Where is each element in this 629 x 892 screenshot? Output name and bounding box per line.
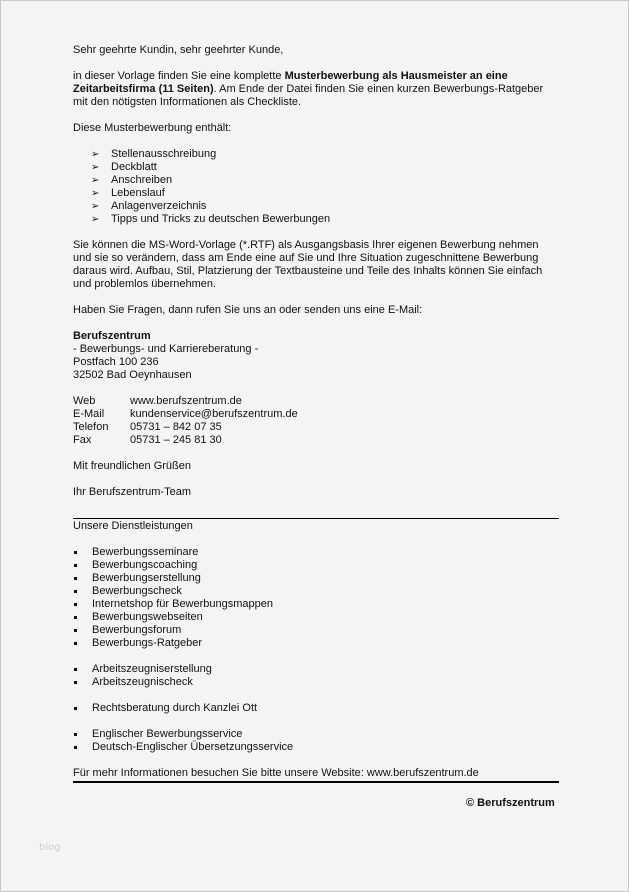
arrow-bullet-icon: ➢: [91, 175, 100, 186]
square-bullet-icon: [74, 642, 77, 645]
services-list-4: [73, 728, 559, 754]
arrow-bullet-icon: ➢: [91, 162, 100, 173]
list-item-label: Lebenslauf: [111, 187, 165, 199]
postbox: Postfach 100 236: [73, 356, 159, 368]
intro-paragraph: [73, 70, 559, 109]
square-bullet-icon: [74, 707, 77, 710]
list-item-label: Bewerbungsseminare: [92, 546, 199, 558]
usage-line: daraus wird. Aufbau, Stil, Platzierung der Textbausteine und Teile des Inhalts können Sie einfach: [73, 265, 543, 277]
services-list-2: [73, 663, 559, 689]
list-item: [73, 728, 559, 741]
list-item: [73, 174, 559, 187]
footer-info: Für mehr Informationen besuchen Sie bitte unsere Website: www.berufszentrum.de: [73, 767, 479, 779]
contact-block: [73, 395, 559, 447]
list-item-label: Deckblatt: [111, 161, 157, 173]
square-bullet-icon: [74, 590, 77, 593]
services-list-3: [73, 702, 559, 715]
contact-row-fax: [73, 434, 559, 447]
square-bullet-icon: [74, 577, 77, 580]
list-item-label: Tipps und Tricks zu deutschen Bewerbungen: [111, 213, 331, 225]
arrow-bullet-icon: ➢: [91, 214, 100, 225]
square-bullet-icon: [74, 733, 77, 736]
list-item-label: Bewerbungsforum: [92, 624, 182, 636]
copyright: © Berufszentrum: [466, 797, 555, 809]
phone-value: 05731 – 842 07 35: [130, 421, 222, 433]
square-bullet-icon: [74, 564, 77, 567]
contact-row-email: [73, 408, 559, 421]
square-bullet-icon: [74, 603, 77, 606]
list-item: [73, 702, 559, 715]
contact-row-phone: [73, 421, 559, 434]
arrow-bullet-icon: ➢: [91, 188, 100, 199]
email-link[interactable]: kundenservice@berufszentrum.de: [130, 408, 298, 420]
list-item-label: Rechtsberatung durch Kanzlei Ott: [92, 702, 258, 714]
intro-bold-title: Musterbewerbung als Hausmeister an eine: [284, 70, 508, 82]
usage-line: und problemlos übernehmen.: [73, 278, 217, 290]
arrow-bullet-icon: ➢: [91, 201, 100, 212]
footer-divider: [73, 781, 559, 783]
intro-bold-pages: Zeitarbeitsfirma (11 Seiten): [73, 83, 214, 95]
greeting: Sehr geehrte Kundin, sehr geehrter Kunde,: [73, 44, 284, 56]
intro-text-2: . Am Ende der Datei finden Sie einen kurzen Bewerbungs-Ratgeber: [213, 83, 544, 95]
list-item-label: Internetshop für Bewerbungsmappen: [92, 598, 274, 610]
contact-label: E-Mail: [73, 408, 105, 420]
square-bullet-icon: [74, 746, 77, 749]
document-body: [73, 44, 559, 783]
address-block: [73, 330, 559, 382]
contents-list: [73, 148, 559, 226]
list-item: [73, 676, 559, 689]
company-name: Berufszentrum: [73, 330, 151, 342]
usage-line: und sie so verändern, dass am Ende eine auf Sie und Ihre Situation zugeschnittene Bewerbung: [73, 252, 539, 264]
list-item: [73, 598, 559, 611]
list-item: [73, 546, 559, 559]
signature: Ihr Berufszentrum-Team: [73, 486, 191, 498]
list-item-label: Arbeitszeugniserstellung: [92, 663, 212, 675]
contents-heading: Diese Musterbewerbung enthält:: [73, 122, 232, 134]
list-item: [73, 161, 559, 174]
list-item: [73, 213, 559, 226]
list-item: [73, 585, 559, 598]
intro-text-3: mit den nötigsten Informationen als Checkliste.: [73, 96, 302, 108]
watermark: blog: [39, 842, 61, 853]
usage-paragraph: [73, 239, 559, 291]
list-item: [73, 741, 559, 754]
list-item-label: Bewerbungs-Ratgeber: [92, 637, 203, 649]
closing: Mit freundlichen Grüßen: [73, 460, 191, 472]
list-item: [73, 611, 559, 624]
list-item: [73, 187, 559, 200]
list-item: [73, 200, 559, 213]
list-item: [73, 559, 559, 572]
divider: [73, 518, 559, 519]
list-item-label: Stellenausschreibung: [111, 148, 217, 160]
contact-row-web: [73, 395, 559, 408]
list-item-label: Anschreiben: [111, 174, 173, 186]
list-item: [73, 624, 559, 637]
square-bullet-icon: [74, 629, 77, 632]
arrow-bullet-icon: ➢: [91, 149, 100, 160]
list-item: [73, 148, 559, 161]
square-bullet-icon: [74, 681, 77, 684]
list-item-label: Bewerbungswebseiten: [92, 611, 203, 623]
square-bullet-icon: [74, 668, 77, 671]
contact-label: Web: [73, 395, 96, 407]
list-item: [73, 663, 559, 676]
contact-label: Telefon: [73, 421, 109, 433]
list-item-label: Bewerbungscoaching: [92, 559, 198, 571]
square-bullet-icon: [74, 616, 77, 619]
company-subtitle: - Bewerbungs- und Karriereberatung -: [73, 343, 259, 355]
usage-line: Sie können die MS-Word-Vorlage (*.RTF) als Ausgangsbasis Ihrer eigenen Bewerbung nehmen: [73, 239, 539, 251]
services-list-1: [73, 546, 559, 650]
list-item-label: Bewerbungserstellung: [92, 572, 201, 584]
intro-text: in dieser Vorlage finden Sie eine komplette: [73, 70, 285, 82]
fax-value: 05731 – 245 81 30: [130, 434, 222, 446]
list-item-label: Bewerbungscheck: [92, 585, 182, 597]
city: 32502 Bad Oeynhausen: [73, 369, 192, 381]
list-item-label: Arbeitszeugnischeck: [92, 676, 193, 688]
list-item-label: Anlagenverzeichnis: [111, 200, 207, 212]
list-item-label: Englischer Bewerbungsservice: [92, 728, 243, 740]
list-item: [73, 637, 559, 650]
services-heading: Unsere Dienstleistungen: [73, 520, 193, 532]
questions-text: Haben Sie Fragen, dann rufen Sie uns an oder senden uns eine E-Mail:: [73, 304, 423, 316]
square-bullet-icon: [74, 551, 77, 554]
list-item-label: Deutsch-Englischer Übersetzungsservice: [92, 741, 294, 753]
web-link[interactable]: www.berufszentrum.de: [130, 395, 242, 407]
contact-label: Fax: [73, 434, 92, 446]
list-item: [73, 572, 559, 585]
